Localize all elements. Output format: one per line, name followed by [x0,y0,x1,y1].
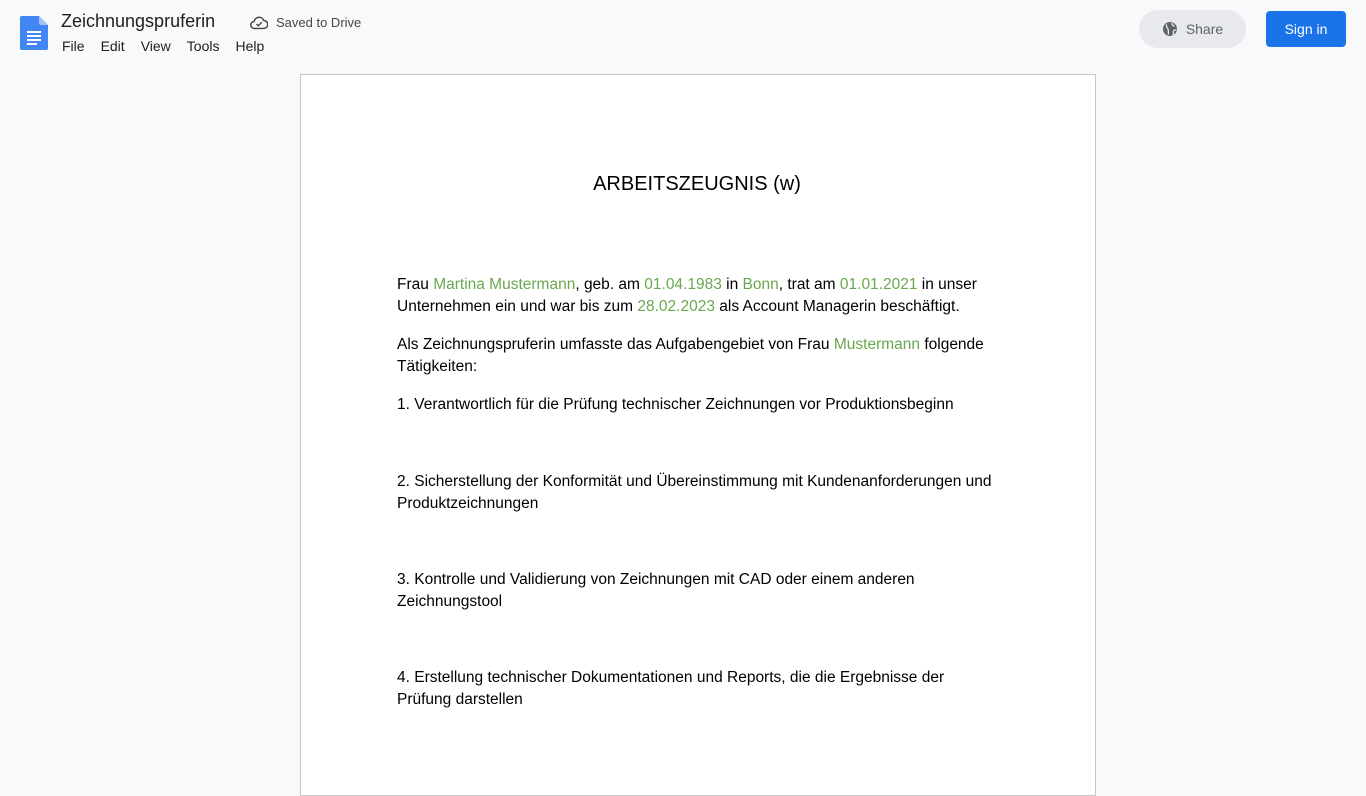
task-item-2: 2. Sicherstellung der Konformität und Übereinstimmung mit Kundenanforderungen und Produktzeichnungen [397,473,992,512]
task-item-4: 4. Erstellung technischer Dokumentationen und Reports, die die Ergebnisse der Prüfung darstellen [397,669,945,708]
menu-bar [54,37,272,55]
task-item-3: 3. Kontrolle und Validierung von Zeichnungen mit CAD oder einem anderen Zeichnungstool [397,571,915,610]
intro-text: in unser Unternehmen ein und war bis zum [397,276,977,315]
document-page[interactable] [300,74,1096,796]
end-date: 28.02.2023 [637,298,715,315]
task-item-1: 1. Verantwortlich für die Prüfung technischer Zeichnungen vor Produktionsbeginn [397,396,954,413]
intro-text: in [721,276,743,293]
globe-icon [1162,21,1178,37]
document-title[interactable]: Zeichnungspruferin [61,11,216,31]
birth-city: Bonn [742,276,779,293]
share-button[interactable] [1139,10,1246,48]
birth-date: 01.04.1983 [644,276,722,293]
menu-edit[interactable]: Edit [100,38,125,54]
start-date: 01.01.2021 [839,276,918,293]
saved-status-label: Saved to Drive [276,15,362,30]
menu-tools[interactable]: Tools [186,38,220,54]
google-docs-icon[interactable] [20,16,48,50]
sign-in-button[interactable]: Sign in [1266,11,1346,47]
tasks-intro-text: Als Zeichnungspruferin umfasste das Aufgabengebiet von Frau [397,336,834,353]
top-bar [0,0,1366,64]
intro-text: Frau [397,276,434,293]
saved-status[interactable] [250,15,361,30]
intro-text: als Account Managerin beschäftigt. [714,298,960,315]
intro-text: , geb. am [575,276,645,293]
cloud-done-icon [250,16,268,30]
document-heading: ARBEITSZEUGNIS (w) [593,173,801,195]
menu-file[interactable]: File [62,38,85,54]
share-label: Share [1185,21,1224,37]
menu-view[interactable]: View [140,38,171,54]
tasks-intro-text: folgende Tätigkeiten: [397,336,984,375]
intro-paragraph [397,274,997,318]
tasks-intro-paragraph [397,334,997,378]
employee-name: Martina Mustermann [433,276,576,293]
menu-help[interactable]: Help [235,38,265,54]
intro-text: , trat am [778,276,840,293]
employee-surname: Mustermann [833,336,921,353]
